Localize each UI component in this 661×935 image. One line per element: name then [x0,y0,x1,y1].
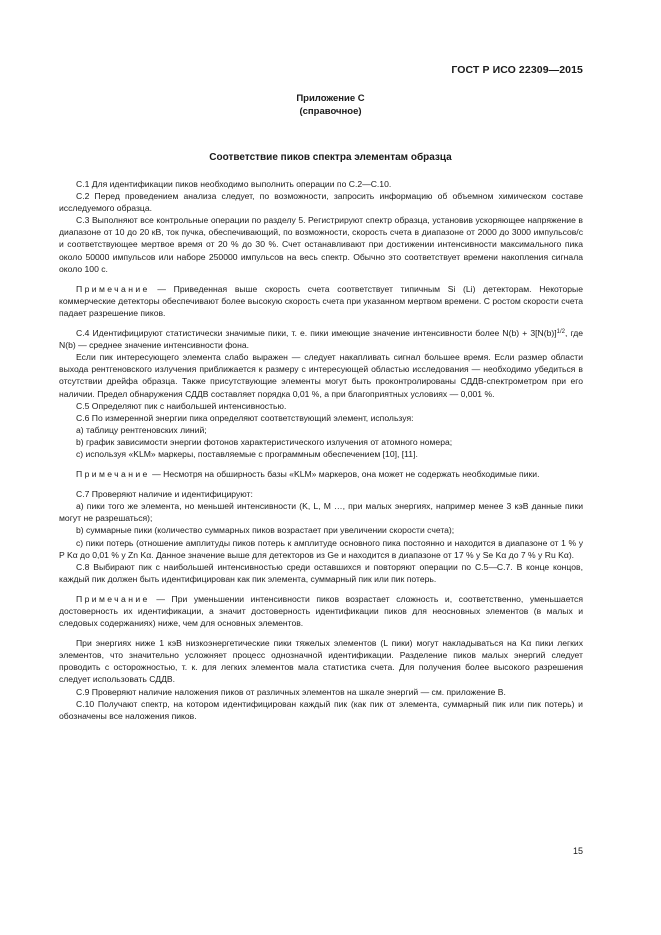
note-label: Примечание [76,593,150,604]
note-2 [59,468,583,480]
appendix-heading [0,92,661,118]
appendix-title: Приложение С [296,93,365,104]
paragraph-c4 [59,327,583,351]
standard-code: ГОСТ Р ИСО 22309—2015 [451,64,583,76]
list-item: c) используя «KLM» маркеры, поставляемые с программным обеспечением [10], [11]. [76,448,418,459]
document-body [59,178,583,722]
page-number: 15 [572,846,583,856]
note-label: Примечание [76,283,150,294]
paragraph-c7: С.7 Проверяют наличие и идентифицируют: [76,489,253,500]
paragraph-c6: С.6 По измеренной энергии пика определяют соответствующий элемент, используя: [76,412,414,423]
note-text: — При уменьшении интенсивности пиков возрастает сложность и, соответственно, уменьшается достоверность их идентификации, а значит достоверность идентификации пиков для неосновных элементов (в малых и следовых содержаниях) ниже, чем для основных элементов. [59,593,583,629]
paragraph-c9: С.9 Проверяют наличие наложения пиков от различных элементов на шкале энергий — см. приложение В. [76,686,506,697]
paragraph-c4-part: , где N(b) — среднее значение интенсивности фона. [59,328,583,351]
note-text: — Несмотря на обширность базы «KLM» маркеров, она может не содержать необходимые пики. [149,469,540,480]
paragraph-c5: С.5 Определяют пик с наибольшей интенсивностью. [76,400,287,411]
paragraph-c8: С.8 Выбирают пик с наибольшей интенсивностью среди оставшихся и повторяют операции по С.5—С.7. В конце концов, каждый пик должен быть идентифицирован как пик элемента, суммарный пик или пик потерь. [59,561,583,584]
paragraph-c10: С.10 Получают спектр, на котором идентифицирован каждый пик (как пик от элемента, суммарный пик или пик потерь) и обозначены все наложения пиков. [59,698,583,721]
list-item: а) таблицу рентгеновских линий; [76,424,207,435]
appendix-subtitle: (справочное) [299,106,362,117]
note-text: — Приведенная выше скорость счета соответствует типичным Si (Li) детекторам. Некоторые коммерческие детекторы обеспечивают более высокую скорость счета при указанном мертвом времени. С ростом скорости счета падает разрешение пиков. [59,283,583,318]
list-item: b) суммарные пики (количество суммарных пиков возрастает при увеличении скорости счета); [76,525,455,536]
paragraph-c1: С.1 Для идентификации пиков необходимо выполнить операции по С.2—С.10. [76,179,392,189]
paragraph-low-energy: При энергиях ниже 1 кэВ низкоэнергетические пики тяжелых элементов (L пики) могут накладываться на Kα пики легких элементов, что значительно усложняет процесс однозначной идентификации. Разделение пиков малых энергий следует проводить с осторожностью, т. к. для легких элементов мала статистика счета. Для получения более высокого разрешения следует использовать СДДВ. [59,638,583,685]
note-label: Примечание [76,469,150,480]
list-item: а) пики того же элемента, но меньшей интенсивности (K, L, M …, при малых энергиях, например менее 3 кэВ данные пики могут не разрешаться); [59,501,583,524]
list-item: b) график зависимости энергии фотонов характеристического излучения от атомного номера; [76,436,453,447]
paragraph-c3: С.3 Выполняют все контрольные операции по разделу 5. Регистрируют спектр образца, установив ускоряющее напряжение в диапазоне от 10 до 20 кВ, ток пучка, обеспечивающий, по возможности, скорость счета в диапазоне от 2000 до 3000 импульсов/с и соответствующее мертвое время от 20 % до 30 %. Счет останавливают при достижении интенсивности максимального пика около 50000 импульсов или наборе 250000 импульсов на весь спектр. Обычно это соответствует времени накопления сигнала около 100 с. [59,215,583,274]
superscript-exponent: 1/2 [556,329,565,336]
list-item: c) пики потерь (отношение амплитуды пиков потерь к амплитуде основного пика постоянно и находится в диапазоне от 1 % у P Kα до 0,01 % у Zn Kα. Данное значение выше для детекторов из Ge и находится в диапазоне от 17 % у Se Kα до 7 % у Ru Kα). [59,537,583,560]
note-3 [59,593,583,629]
section-title: Соответствие пиков спектра элементам образца [209,152,452,163]
paragraph-c4-part: С.4 Идентифицируют статистически значимые пики, т. е. пики имеющие значение интенсивности более N(b) + 3[N(b)] [76,328,557,339]
paragraph-c4-continued: Если пик интересующего элемента слабо выражен — следует накапливать сигнал большее время. Если размер области выхода рентгеновского излучения приближается к размеру с интересующей областью исследования — необходимо убедиться в отсутствии дрейфа образца. Также присутствующие элементы могут быть проконтролированы СДДВ-спектрометром при его наличии. Предел обнаружения СДДВ составляет порядка 0,01 %, а при благоприятных условиях — 0,001 %. [59,352,583,399]
note-1 [59,283,583,319]
paragraph-c2: С.2 Перед проведением анализа следует, по возможности, запросить информацию об объемном химическом составе исследуемого образца. [59,191,583,214]
